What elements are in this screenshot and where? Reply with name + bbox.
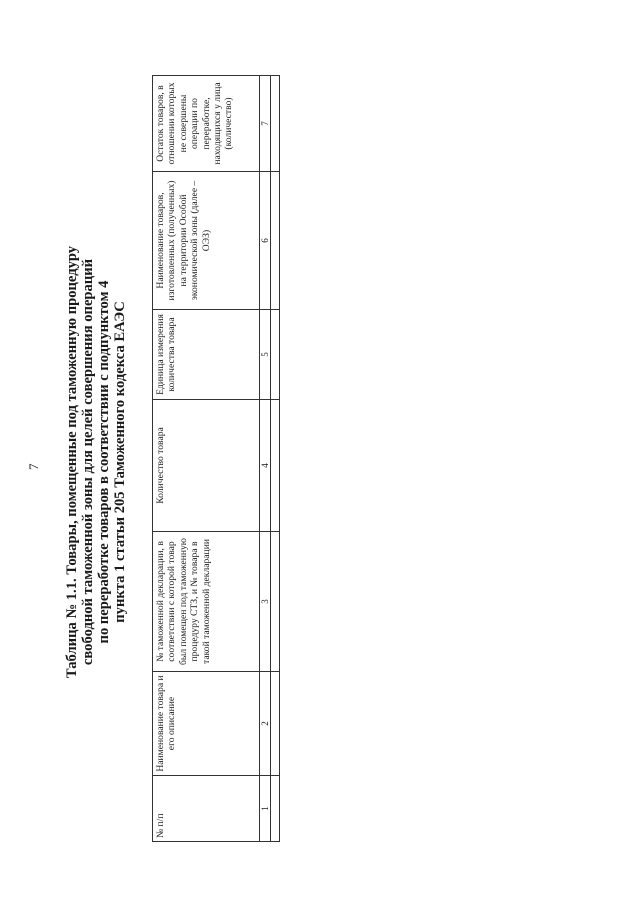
page-number: 7 <box>26 463 41 470</box>
table-row <box>271 76 280 842</box>
header-cell-remaining-goods: Остаток товаров, в отношении которых не совершены операции по переработке, находящихся у лица (количество) <box>153 76 260 172</box>
empty-cell <box>271 532 280 672</box>
header-cell-row-number: № п/п <box>153 776 260 842</box>
goods-table <box>152 75 280 842</box>
column-number-cell: 2 <box>260 672 271 776</box>
title-line: по переработке товаров в соответствии с подпунктом 4 <box>96 280 112 644</box>
column-number-cell: 3 <box>260 532 271 672</box>
title-line: свободной таможенной зоны для целей совершения операций <box>80 258 96 666</box>
empty-cell <box>271 172 280 310</box>
title-line: Таблица № 1.1. Товары, помещенные под таможенную процедуру <box>64 245 80 679</box>
column-numbers-row <box>260 76 271 842</box>
table-header-row <box>153 76 260 842</box>
column-number-cell: 7 <box>260 76 271 172</box>
column-number-cell: 4 <box>260 400 271 532</box>
column-number-cell: 5 <box>260 310 271 400</box>
header-cell-declaration-number: № таможенной декларации, в соответствии с которой товар был помещен под таможенную процедуру СТЗ, и № товара в такой таможенной декларации <box>153 532 260 672</box>
title-line: пункта 1 статьи 205 Таможенного кодекса ЕАЭС <box>112 301 128 623</box>
header-cell-goods-name: Наименование товара и его описание <box>153 672 260 776</box>
empty-cell <box>271 776 280 842</box>
table-title <box>64 92 128 832</box>
column-number-cell: 6 <box>260 172 271 310</box>
header-cell-produced-goods: Наименование товаров, изготовленных (полученных) на территории Особой экономической зоны (далее – ОЭЗ) <box>153 172 260 310</box>
header-cell-quantity: Количество товара <box>153 400 260 532</box>
empty-cell <box>271 76 280 172</box>
column-number-cell: 1 <box>260 776 271 842</box>
empty-cell <box>271 672 280 776</box>
empty-cell <box>271 310 280 400</box>
header-cell-unit: Единица измерения количества товара <box>153 310 260 400</box>
empty-cell <box>271 400 280 532</box>
